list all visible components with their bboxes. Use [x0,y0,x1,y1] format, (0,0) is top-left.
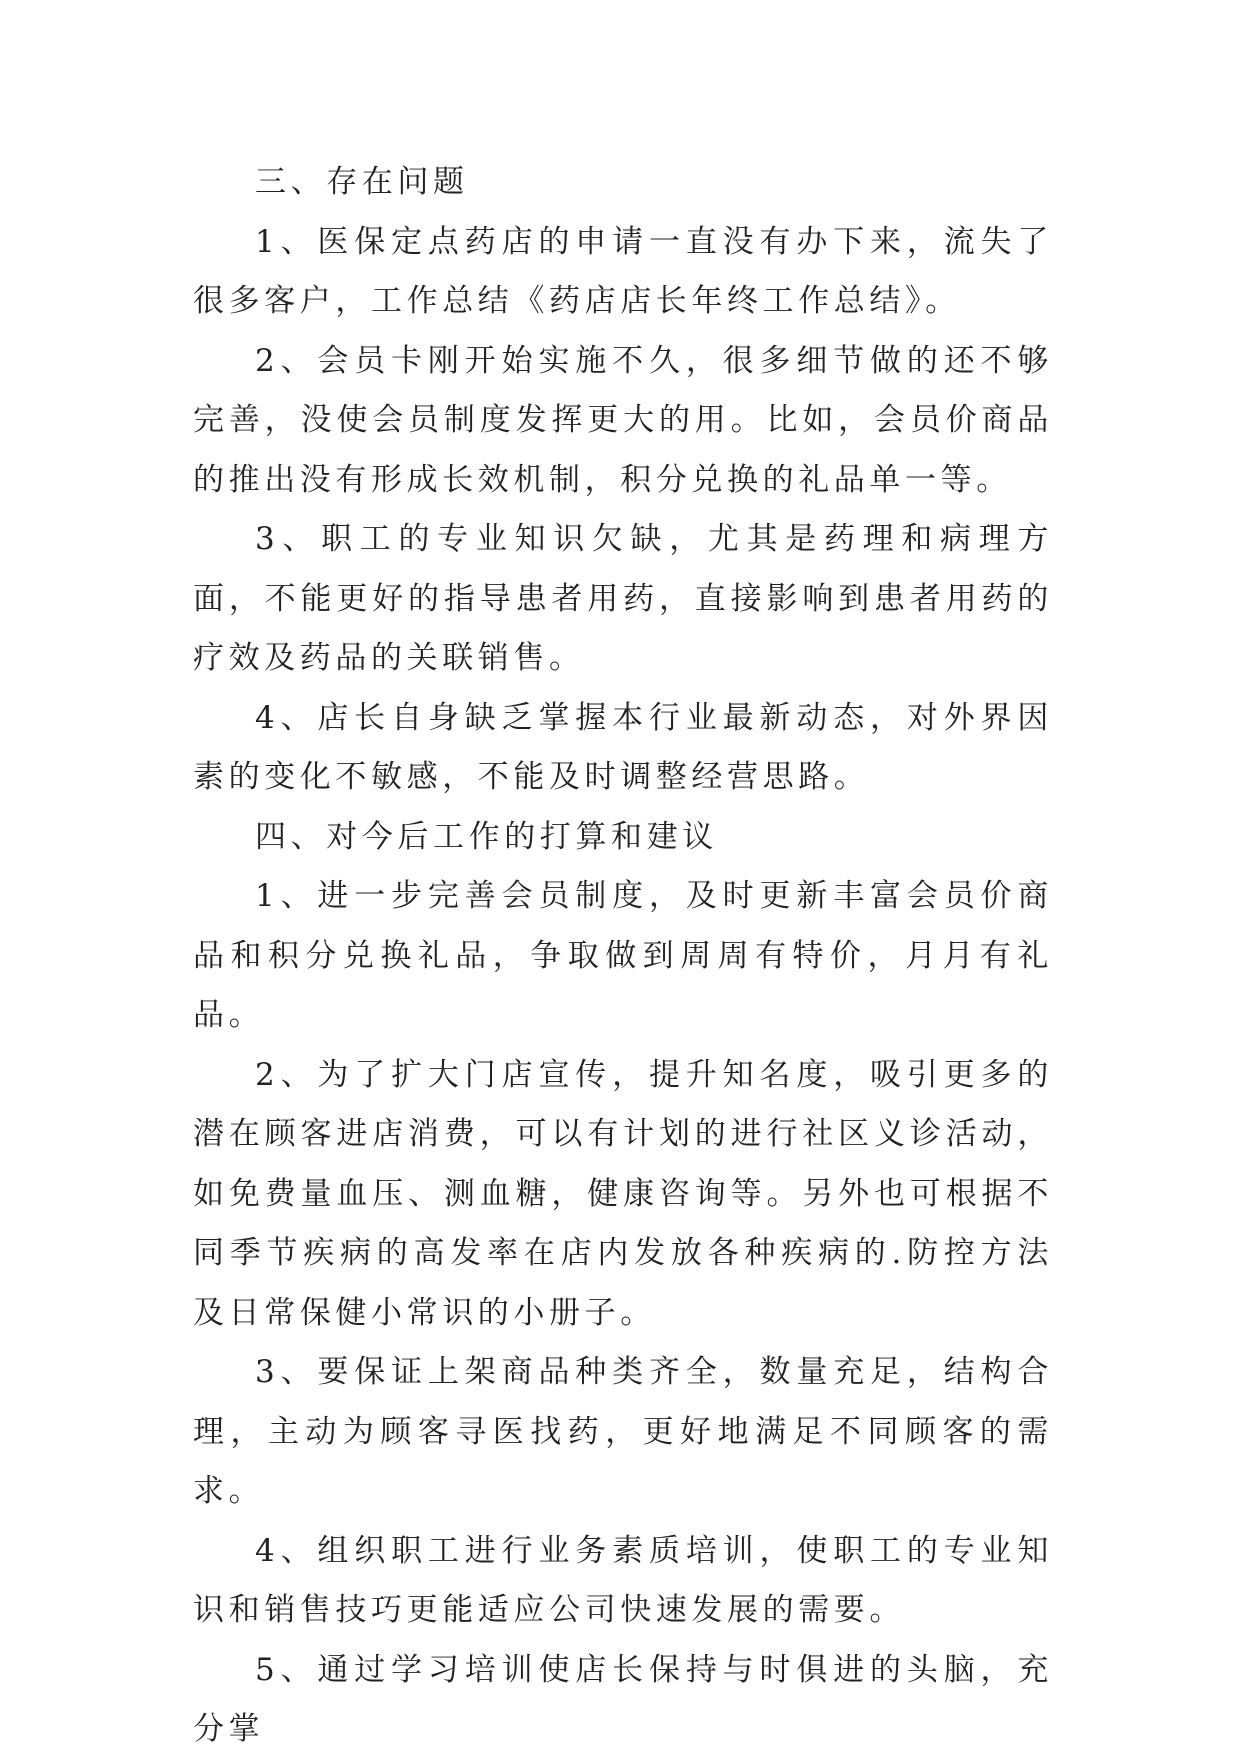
plan-item-4: 4、组织职工进行业务素质培训，使职工的专业知识和销售技巧更能适应公司快速发展的需要。 [193,1532,1053,1628]
plan-item-3: 3、要保证上架商品种类齐全，数量充足，结构合理，主动为顾客寻医找药，更好地满足不同顾客的需求。 [193,1354,1053,1509]
section-heading-problems: 三、存在问题 [255,164,469,200]
section-heading-plans: 四、对今后工作的打算和建议 [255,818,718,855]
plan-item-1: 1、进一步完善会员制度，及时更新丰富会员价商品和积分兑换礼品，争取做到周周有特价，月月有礼品。 [193,878,1053,1033]
plan-item-5: 5、通过学习培训使店长保持与时俱进的头脑，充分掌 [193,1651,1053,1747]
document-body [193,153,1053,1760]
problem-item-4: 4、店长自身缺乏掌握本行业最新动态，对外界因素的变化不敏感，不能及时调整经营思路。 [193,699,1053,795]
problem-item-2: 2、会员卡刚开始实施不久，很多细节做的还不够完善，没使会员制度发挥更大的用。比如，会员价商品的推出没有形成长效机制，积分兑换的礼品单一等。 [193,342,1053,498]
plan-item-2: 2、为了扩大门店宣传，提升知名度，吸引更多的潜在顾客进店消费，可以有计划的进行社区义诊活动，如免费量血压、测血糖，健康咨询等。另外也可根据不同季节疾病的高发率在店内发放各种疾病的.防控方法及日常保健小常识的小册子。 [193,1056,1053,1331]
problem-item-1: 1、医保定点药店的申请一直没有办下来，流失了很多客户，工作总结《药店店长年终工作总结》。 [193,223,1053,319]
problem-item-3: 3、职工的专业知识欠缺，尤其是药理和病理方面，不能更好的指导患者用药，直接影响到患者用药的疗效及药品的关联销售。 [193,521,1053,676]
